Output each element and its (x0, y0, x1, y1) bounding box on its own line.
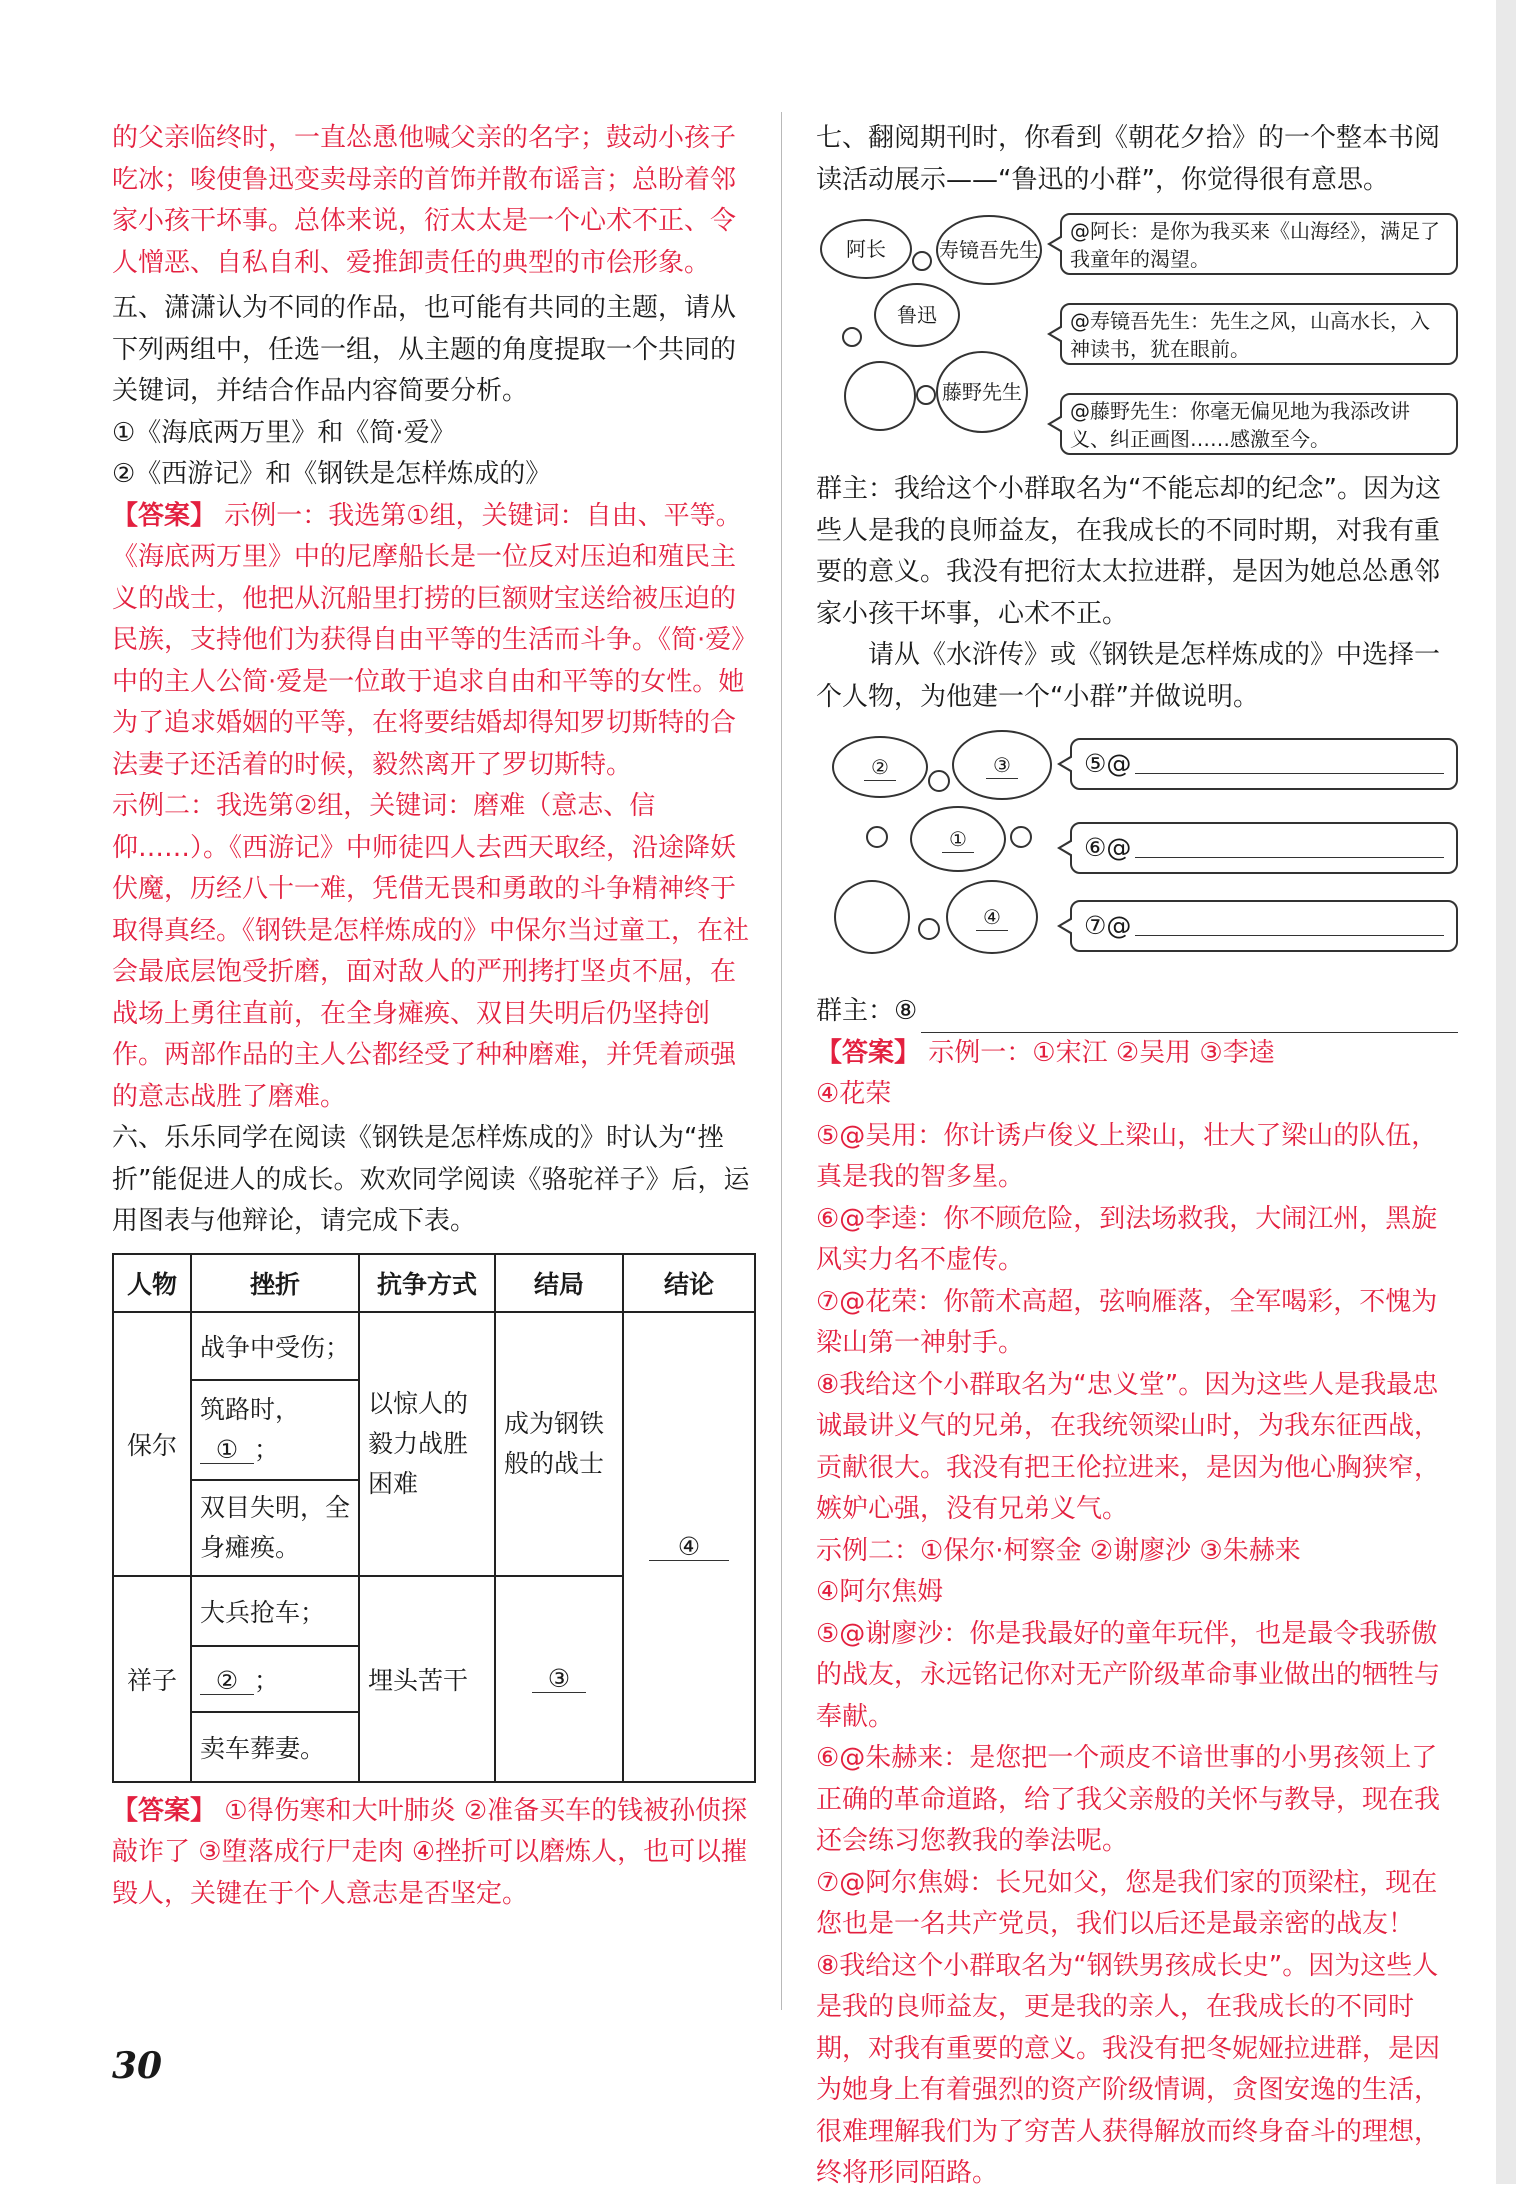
answer-label: 【答案】 (112, 1795, 217, 1826)
cell-paul-setback-2 (191, 1380, 359, 1480)
blank-1: ① (200, 1437, 254, 1464)
q6-table (112, 1253, 756, 1783)
blank-line (1135, 755, 1444, 774)
q6-answer (112, 1791, 752, 1916)
blank-4-label: ④ (976, 904, 1008, 931)
page-number: 30 (112, 2045, 163, 2087)
empty-circle (844, 361, 916, 431)
blank-bubble-6[interactable] (1070, 822, 1458, 874)
q5-answer (112, 496, 752, 787)
right-column (816, 118, 1458, 2195)
blank-3: ③ (532, 1666, 586, 1693)
blank-line (1135, 839, 1444, 858)
column-divider (781, 112, 782, 2010)
example-2-item-4: ④阿尔焦姆 (816, 1577, 944, 1607)
blank-6-label: ⑥@ (1084, 833, 1132, 862)
cell-xiangzi: 祥子 (113, 1576, 191, 1782)
circle-shou-jingwu: 寿镜吾先生 (936, 215, 1042, 285)
cell-xiangzi-setback-1: 大兵抢车； (191, 1576, 359, 1646)
cell-xiangzi-method: 埋头苦干 (359, 1576, 495, 1782)
table-row (113, 1312, 755, 1380)
cell-paul-setback-3: 双目失明，全身瘫痪。 (191, 1480, 359, 1576)
example-2-members: 示例二：①保尔·柯察金 ②谢廖沙 ③朱赫来 (816, 1535, 1301, 1566)
blank-4: ④ (649, 1534, 729, 1561)
small-circle (928, 770, 950, 792)
semicolon: ； (254, 1665, 280, 1695)
header-result: 结局 (495, 1254, 623, 1312)
blank-line (1135, 917, 1444, 936)
luxun-group-diagram (816, 211, 1458, 461)
header-conclusion: 结论 (623, 1254, 755, 1312)
message-bubble-fujino: @藤野先生：你毫无偏见地为我添改讲义、纠正画图……感激至今。 (1060, 393, 1458, 455)
q7-prompt: 请从《水浒传》或《钢铁是怎样炼成的》中选择一个人物，为他建一个“小群”并做说明。 (816, 640, 1441, 712)
q4-answer-continued: 的父亲临终时，一直怂恿他喊父亲的名字；鼓动小孩子吃冰；唆使鲁迅变卖母亲的首饰并散布谣言；总盼着邻家小孩干坏事。总体来说，衍太太是一个心术不正、令人憎恶、自私自利、爱推卸责任的典型的市侩形象。 (112, 123, 737, 278)
owner-blank-label: 群主：⑧ (816, 996, 918, 1026)
q5-option-2: ②《西游记》和《钢铁是怎样炼成的》 (112, 459, 552, 489)
q5-option-1: ①《海底两万里》和《简·爱》 (112, 417, 456, 448)
cell-xiangzi-result (495, 1576, 623, 1782)
left-column (112, 118, 752, 1915)
cell-paul-result: 成为钢铁般的战士 (495, 1312, 623, 1576)
q7-stem: 七、翻阅期刊时，你看到《朝花夕拾》的一个整本书阅读活动展示——“鲁迅的小群”，你觉得很有意思。 (816, 123, 1441, 195)
blank-5-label: ⑤@ (1084, 749, 1132, 778)
blank-line (921, 1002, 1458, 1033)
cell-paul-method: 以惊人的毅力战胜困难 (359, 1312, 495, 1576)
circle-luxun: 鲁迅 (874, 283, 960, 347)
small-circle (916, 385, 936, 405)
blank-2-label: ② (864, 754, 896, 781)
example-2-item-5: ⑤@谢廖沙：你是我最好的童年玩伴，也是最令我骄傲的战友，永远铭记你对无产阶级革命事业做出的牺牲与奉献。 (816, 1618, 1441, 1732)
q6-answer-text: ①得伤寒和大叶肺炎 ②准备买车的钱被孙侦探敲诈了 ③堕落成行尸走肉 ④挫折可以磨炼人，也可以摧毁人，关键在于个人意志是否坚定。 (112, 1795, 748, 1909)
header-character: 人物 (113, 1254, 191, 1312)
page-edge (1496, 0, 1516, 2184)
answer-label: 【答案】 (816, 1037, 921, 1068)
blank-1-label: ① (942, 826, 974, 853)
circle-fujino: 藤野先生 (936, 351, 1028, 433)
empty-circle (834, 880, 910, 954)
circle-achang: 阿长 (820, 219, 912, 279)
blank-circle-2 (832, 736, 928, 798)
cell-paul-setback-1: 战争中受伤； (191, 1312, 359, 1380)
small-circle (1010, 826, 1032, 848)
example-1-item-4: ④花荣 (816, 1079, 892, 1109)
example-1-item-7: ⑦@花荣：你箭术高超，弦响雁落，全军喝彩，不愧为梁山第一神射手。 (816, 1286, 1438, 1358)
small-circle (918, 918, 940, 940)
header-method: 抗争方式 (359, 1254, 495, 1312)
example-1-members: 示例一：①宋江 ②吴用 ③李逵 (928, 1037, 1275, 1068)
blank-circle-1 (910, 806, 1006, 872)
q5-answer-example-1: 示例一：我选第①组，关键词：自由、平等。《海底两万里》中的尼摩船长是一位反对压迫和殖民主义的战士，他把从沉船里打捞的巨额财宝送给被压迫的民族，支持他们为获得自由平等的生活而斗争。《简·爱》中的主人公简·爱是一位敢于追求自由和平等的女性。她为了追求婚姻的平等，在将要结婚却得知罗切斯特的合法妻子还活着的时候，毅然离开了罗切斯特。 (112, 500, 745, 780)
small-circle (842, 327, 862, 347)
example-1-item-6: ⑥@李逵：你不顾危险，到法场救我，大闹江州，黑旋风实力名不虚传。 (816, 1203, 1438, 1275)
example-1-item-5: ⑤@吴用：你计诱卢俊义上梁山，壮大了梁山的队伍，真是我的智多星。 (816, 1120, 1438, 1192)
table-header-row (113, 1254, 755, 1312)
blank-group-diagram (816, 730, 1458, 985)
q7-answer-example-1-head (816, 1033, 1458, 1075)
blank-circle-4 (946, 880, 1038, 954)
blank-circle-3 (952, 730, 1052, 800)
q5-answer-example-2: 示例二：我选第②组，关键词：磨难（意志、信仰……）。《西游记》中师徒四人去西天取经，沿途降妖伏魔，历经八十一难，凭借无畏和勇敢的斗争精神终于取得真经。《钢铁是怎样炼成的》中保尔当过童工，在社会最底层饱受折磨，面对敌人的严刑拷打坚贞不屈，在战场上勇往直前，在全身瘫痪、双目失明后仍坚持创作。两部作品的主人公都经受了种种磨难，并凭着顽强的意志战胜了磨难。 (112, 791, 750, 1112)
example-2-item-7: ⑦@阿尔焦姆：长兄如父，您是我们家的顶梁柱，现在您也是一名共产党员，我们以后还是最亲密的战友！ (816, 1867, 1438, 1939)
cell-conclusion (623, 1312, 755, 1782)
blank-3-label: ③ (986, 752, 1018, 779)
q7-owner-text: 群主：我给这个小群取名为“不能忘却的纪念”。因为这些人是我的良师益友，在我成长的不同时期，对我有重要的意义。我没有把衍太太拉进群，是因为她总怂恿邻家小孩干坏事，心术不正。 (816, 474, 1441, 629)
example-2-item-6: ⑥@朱赫来：是您把一个顽皮不谙世事的小男孩领上了正确的革命道路，给了我父亲般的关怀与教导，现在我还会练习您教我的拳法呢。 (816, 1743, 1441, 1856)
answer-label: 【答案】 (112, 500, 217, 531)
blank-7-label: ⑦@ (1084, 911, 1132, 940)
setback-text: 筑路时， (200, 1394, 301, 1424)
cell-xiangzi-setback-2 (191, 1646, 359, 1712)
example-2-item-8: ⑧我给这个小群取名为“钢铁男孩成长史”。因为这些人是我的良师益友，更是我的亲人，在我成长的不同时期，对我有重要的意义。我没有把冬妮娅拉进群，是因为她身上有着强烈的资产阶级情调，贪图安逸的生活，很难理解我们为了穷苦人获得解放而终身奋斗的理想，终将形同陌路。 (816, 1950, 1441, 2188)
blank-2: ② (200, 1668, 254, 1695)
owner-blank-8[interactable] (816, 991, 1458, 1033)
message-bubble-achang: @阿长：是你为我买来《山海经》，满足了我童年的渴望。 (1060, 213, 1458, 275)
cell-paul: 保尔 (113, 1312, 191, 1576)
example-1-item-8: ⑧我给这个小群取名为“忠义堂”。因为这些人是我最忠诚最讲义气的兄弟，在我统领梁山时，为我东征西战，贡献很大。我没有把王伦拉进来，是因为他心胸狭窄，嫉妒心强，没有兄弟义气。 (816, 1369, 1441, 1524)
q6-stem: 六、乐乐同学在阅读《钢铁是怎样炼成的》时认为“挫折”能促进人的成长。欢欢同学阅读《骆驼祥子》后，运用图表与他辩论，请完成下表。 (112, 1123, 750, 1236)
blank-bubble-7[interactable] (1070, 900, 1458, 952)
message-bubble-shou-jingwu: @寿镜吾先生：先生之风，山高水长，入神读书，犹在眼前。 (1060, 303, 1458, 365)
blank-bubble-5[interactable] (1070, 738, 1458, 790)
small-circle (866, 826, 888, 848)
q5-stem: 五、潇潇认为不同的作品，也可能有共同的主题，请从下列两组中，任选一组，从主题的角度提取一个共同的关键词，并结合作品内容简要分析。 (112, 293, 737, 406)
small-circle (912, 251, 932, 271)
semicolon: ； (254, 1434, 280, 1464)
cell-xiangzi-setback-3: 卖车葬妻。 (191, 1712, 359, 1782)
header-setback: 挫折 (191, 1254, 359, 1312)
